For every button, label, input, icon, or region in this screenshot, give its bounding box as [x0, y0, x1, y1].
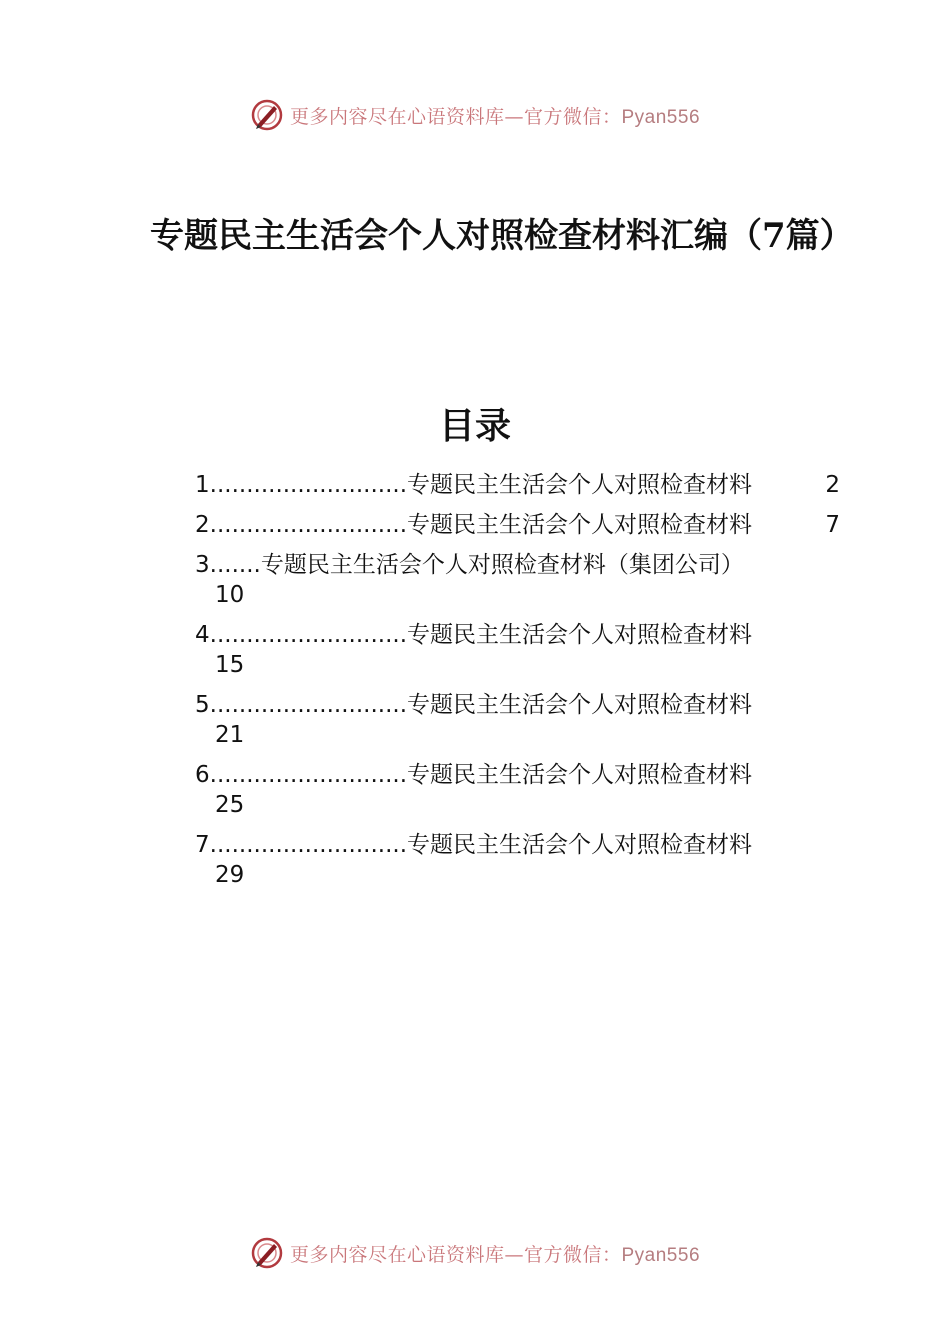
- toc-entry[interactable]: [195, 760, 845, 830]
- toc-entry-line: [195, 620, 845, 650]
- document-title: 专题民主生活会个人对照检查材料汇编（7篇）: [150, 216, 854, 256]
- toc-entry-number: 1: [195, 472, 210, 498]
- toc-entry-line: [195, 470, 845, 500]
- toc-entry-number: 2: [195, 512, 210, 538]
- table-of-contents: [195, 470, 845, 900]
- banner-text: 更多内容尽在心语资料库—官方微信：Pyan556: [289, 105, 701, 128]
- pen-seal-logo-icon: [250, 98, 284, 132]
- toc-entry-number: 3: [195, 552, 210, 578]
- header-banner: [0, 95, 950, 135]
- toc-entry-leader: ...........................: [209, 692, 408, 718]
- wechat-id: Pyan556: [621, 106, 701, 128]
- toc-entry-page: 29: [215, 862, 245, 888]
- toc-entry[interactable]: [195, 830, 845, 900]
- toc-heading: 目录: [438, 405, 511, 447]
- toc-entry-title: 专题民主生活会个人对照检查材料: [407, 762, 753, 788]
- toc-entry[interactable]: [195, 550, 845, 620]
- toc-entry-number: 5: [195, 692, 210, 718]
- toc-entry-line: [195, 830, 845, 860]
- toc-entry-number: 7: [195, 832, 210, 858]
- toc-entry-number: 4: [195, 622, 210, 648]
- toc-entry-title: 专题民主生活会个人对照检查材料: [407, 692, 753, 718]
- toc-entry-page: 2: [825, 472, 840, 498]
- toc-entry[interactable]: [195, 620, 845, 690]
- toc-entry-line: [195, 690, 845, 720]
- toc-entry-leader: ...........................: [209, 512, 408, 538]
- toc-entry-leader: .......: [209, 552, 261, 578]
- wechat-id: Pyan556: [621, 1244, 701, 1266]
- toc-entry-leader: ...........................: [209, 622, 408, 648]
- toc-entry-title: 专题民主生活会个人对照检查材料: [407, 512, 753, 538]
- pen-seal-logo-icon: [250, 1236, 284, 1270]
- toc-entry-page: 21: [215, 722, 245, 748]
- toc-entry[interactable]: [195, 690, 845, 760]
- toc-entry-title: 专题民主生活会个人对照检查材料: [407, 832, 753, 858]
- toc-entry-line: [195, 760, 845, 790]
- toc-entry-number: 6: [195, 762, 210, 788]
- toc-entry-title: 专题民主生活会个人对照检查材料: [407, 472, 753, 498]
- toc-entry[interactable]: [195, 510, 845, 550]
- toc-entry-title: 专题民主生活会个人对照检查材料: [407, 622, 753, 648]
- toc-entry-leader: ...........................: [209, 832, 408, 858]
- footer-banner: [0, 1233, 950, 1273]
- toc-entry-page: 25: [215, 792, 245, 818]
- toc-entry-page: 7: [825, 512, 840, 538]
- toc-entry-line: [195, 550, 845, 580]
- banner-text: 更多内容尽在心语资料库—官方微信：Pyan556: [289, 1243, 701, 1266]
- toc-entry-line: [195, 510, 845, 540]
- toc-entry-page: 15: [215, 652, 245, 678]
- toc-entry-page: 10: [215, 582, 245, 608]
- toc-entry-title: 专题民主生活会个人对照检查材料（集团公司）: [260, 552, 744, 578]
- toc-entry-leader: ...........................: [209, 762, 408, 788]
- toc-entry-leader: ...........................: [209, 472, 408, 498]
- toc-entry[interactable]: [195, 470, 845, 510]
